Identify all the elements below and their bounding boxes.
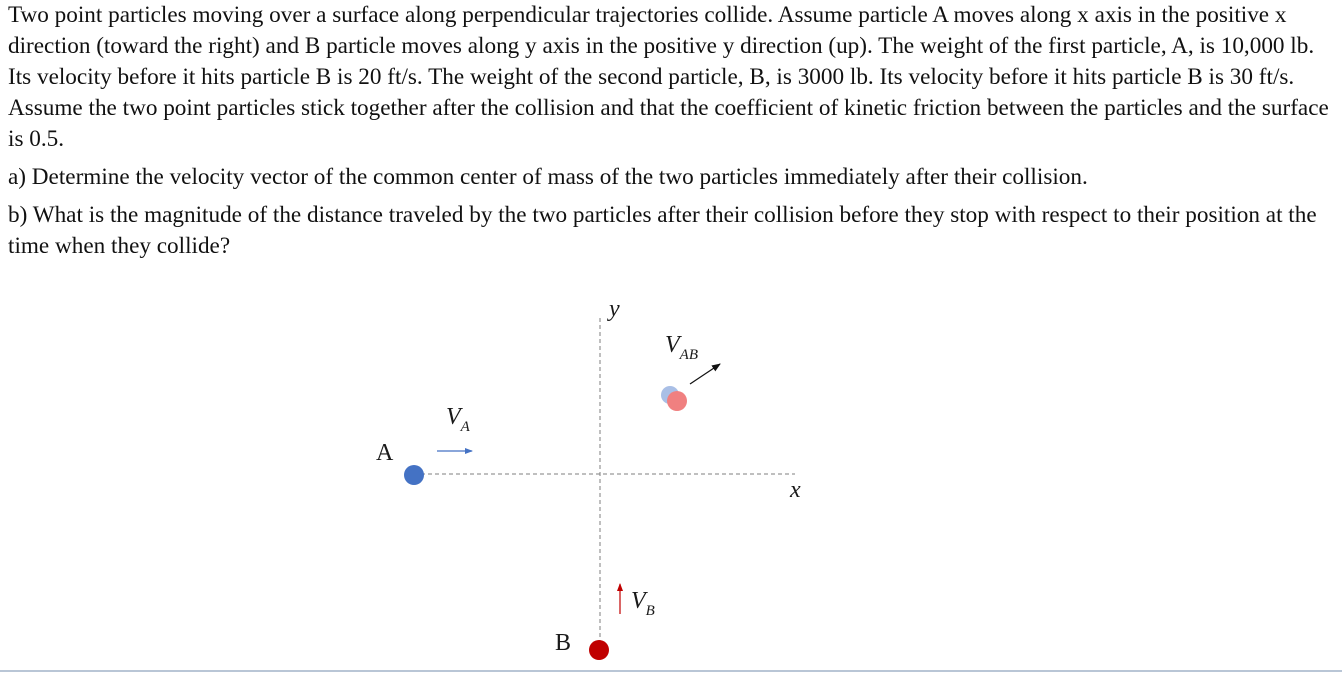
velocity-a-symbol: V — [446, 404, 461, 430]
particle-b-label: B — [555, 630, 572, 656]
velocity-a-label — [446, 404, 471, 435]
particle-b-dot — [589, 640, 609, 660]
merged-particle-b-dot — [667, 391, 687, 411]
y-axis-label: y — [609, 296, 620, 322]
particle-a-dot — [404, 465, 424, 485]
velocity-b-label — [631, 588, 655, 619]
x-axis-label: x — [790, 477, 801, 503]
bottom-divider — [0, 670, 1342, 672]
question-b: b) What is the magnitude of the distance traveled by the two particles after their collision before they stop with respect to their position at the time when they collide? — [8, 202, 1317, 259]
velocity-b-subscript: B — [645, 603, 655, 619]
velocity-ab-symbol: V — [665, 332, 680, 358]
question-a: a) Determine the velocity vector of the common center of mass of the two particles immediately after their collision. — [8, 164, 1088, 190]
particle-a-label: A — [376, 440, 394, 466]
velocity-a-subscript: A — [460, 419, 470, 435]
velocity-ab-subscript: AB — [679, 347, 698, 363]
velocity-b-symbol: V — [631, 588, 646, 614]
problem-intro: Two point particles moving over a surface along perpendicular trajectories collide. Assume particle A moves along x axis in the positive x direction (toward the right) and B particle moves along y axis in the positive y direction (up). The weight of the first particle, A, is 10,000 lb. Its velocity before it hits particle B is 20 ft/s. The weight of the second particle, B, is 3000 lb. Its velocity before it hits particle B is 30 ft/s. Assume the two point particles stick together after the collision and that the coefficient of kinetic friction between the particles and the surface is 0.5. — [8, 2, 1329, 152]
velocity-ab-arrow — [690, 364, 720, 384]
velocity-ab-label — [665, 332, 698, 363]
